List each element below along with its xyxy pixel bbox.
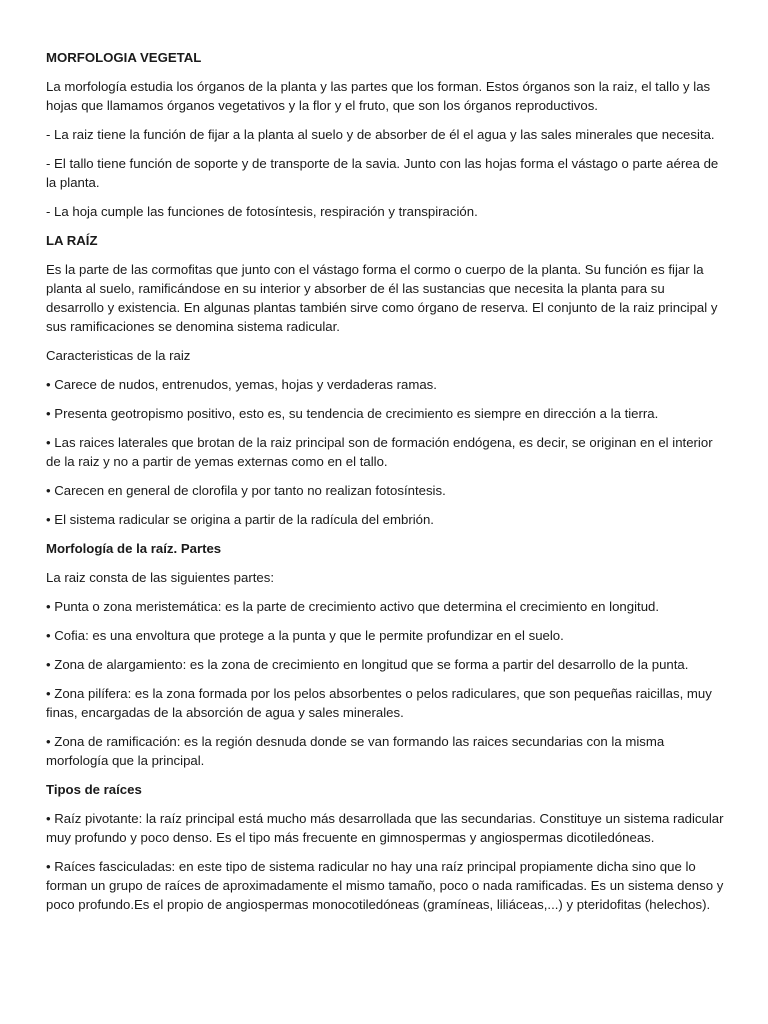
caracteristica-item: • Carece de nudos, entrenudos, yemas, hojas y verdaderas ramas. bbox=[46, 377, 437, 392]
section-heading-partes: Morfología de la raíz. Partes bbox=[46, 541, 222, 556]
section-heading-tipos: Tipos de raíces bbox=[46, 782, 142, 797]
document-page bbox=[46, 48, 726, 924]
section-heading-raiz: LA RAÍZ bbox=[46, 233, 98, 248]
organ-item-hoja: - La hoja cumple las funciones de fotosíntesis, respiración y transpiración. bbox=[46, 204, 478, 219]
organ-item-tallo: - El tallo tiene función de soporte y de transporte de la savia. Junto con las hojas forma el vástago o parte aérea de la planta. bbox=[46, 156, 719, 190]
parte-item: • Punta o zona meristemática: es la parte de crecimiento activo que determina el crecimiento en longitud. bbox=[46, 599, 660, 614]
partes-intro: La raiz consta de las siguientes partes: bbox=[46, 570, 274, 585]
caracteristica-item: • El sistema radicular se origina a partir de la radícula del embrión. bbox=[46, 512, 434, 527]
parte-item: • Cofia: es una envoltura que protege a la punta y que le permite profundizar en el suelo. bbox=[46, 628, 564, 643]
parte-item: • Zona pilífera: es la zona formada por los pelos absorbentes o pelos radiculares, que son pequeñas raicillas, muy finas, encargadas de la absorción de agua y sales minerales. bbox=[46, 686, 712, 720]
document-title: MORFOLOGIA VEGETAL bbox=[46, 50, 202, 65]
caracteristicas-label: Caracteristicas de la raiz bbox=[46, 348, 191, 363]
caracteristica-item: • Carecen en general de clorofila y por tanto no realizan fotosíntesis. bbox=[46, 483, 446, 498]
tipo-item: • Raíz pivotante: la raíz principal está mucho más desarrollada que las secundarias. Constituye un sistema radicular muy profundo y poco denso. Es el tipo más frecuente en gimnospermas y angiospermas dicotiledóneas. bbox=[46, 811, 724, 845]
tipo-item: • Raíces fasciculadas: en este tipo de sistema radicular no hay una raíz principal propiamente dicha sino que lo forman un grupo de raíces de aproximadamente el mismo tamaño, poco o nada ramificadas. Es un sistema denso y poco profundo.Es el propio de angiospermas monocotiledóneas (gramíneas, liliáceas,...) y pteridofitas (helechos). bbox=[46, 859, 724, 912]
parte-item: • Zona de ramificación: es la región desnuda donde se van formando las raices secundarias con la misma morfología que la principal. bbox=[46, 734, 665, 768]
raiz-intro-paragraph: Es la parte de las cormofitas que junto con el vástago forma el cormo o cuerpo de la planta. Su función es fijar la planta al suelo, ramificándose en su interior y absorber de él las sustancias que necesita la planta para su desarrollo y existencia. En algunas plantas también sirve como órgano de reserva. El conjunto de la raiz principal y sus ramificaciones se denomina sistema radicular. bbox=[46, 262, 718, 334]
parte-item: • Zona de alargamiento: es la zona de crecimiento en longitud que se forma a partir del desarrollo de la punta. bbox=[46, 657, 689, 672]
intro-paragraph: La morfología estudia los órganos de la planta y las partes que los forman. Estos órganos son la raiz, el tallo y las hojas que llamamos órganos vegetativos y la flor y el fruto, que son los órganos reproductivos. bbox=[46, 79, 711, 113]
caracteristica-item: • Las raices laterales que brotan de la raiz principal son de formación endógena, es decir, se originan en el interior de la raiz y no a partir de yemas externas como en el tallo. bbox=[46, 435, 713, 469]
caracteristica-item: • Presenta geotropismo positivo, esto es, su tendencia de crecimiento es siempre en dirección a la tierra. bbox=[46, 406, 659, 421]
organ-item-raiz: - La raiz tiene la función de fijar a la planta al suelo y de absorber de él el agua y las sales minerales que necesita. bbox=[46, 127, 715, 142]
